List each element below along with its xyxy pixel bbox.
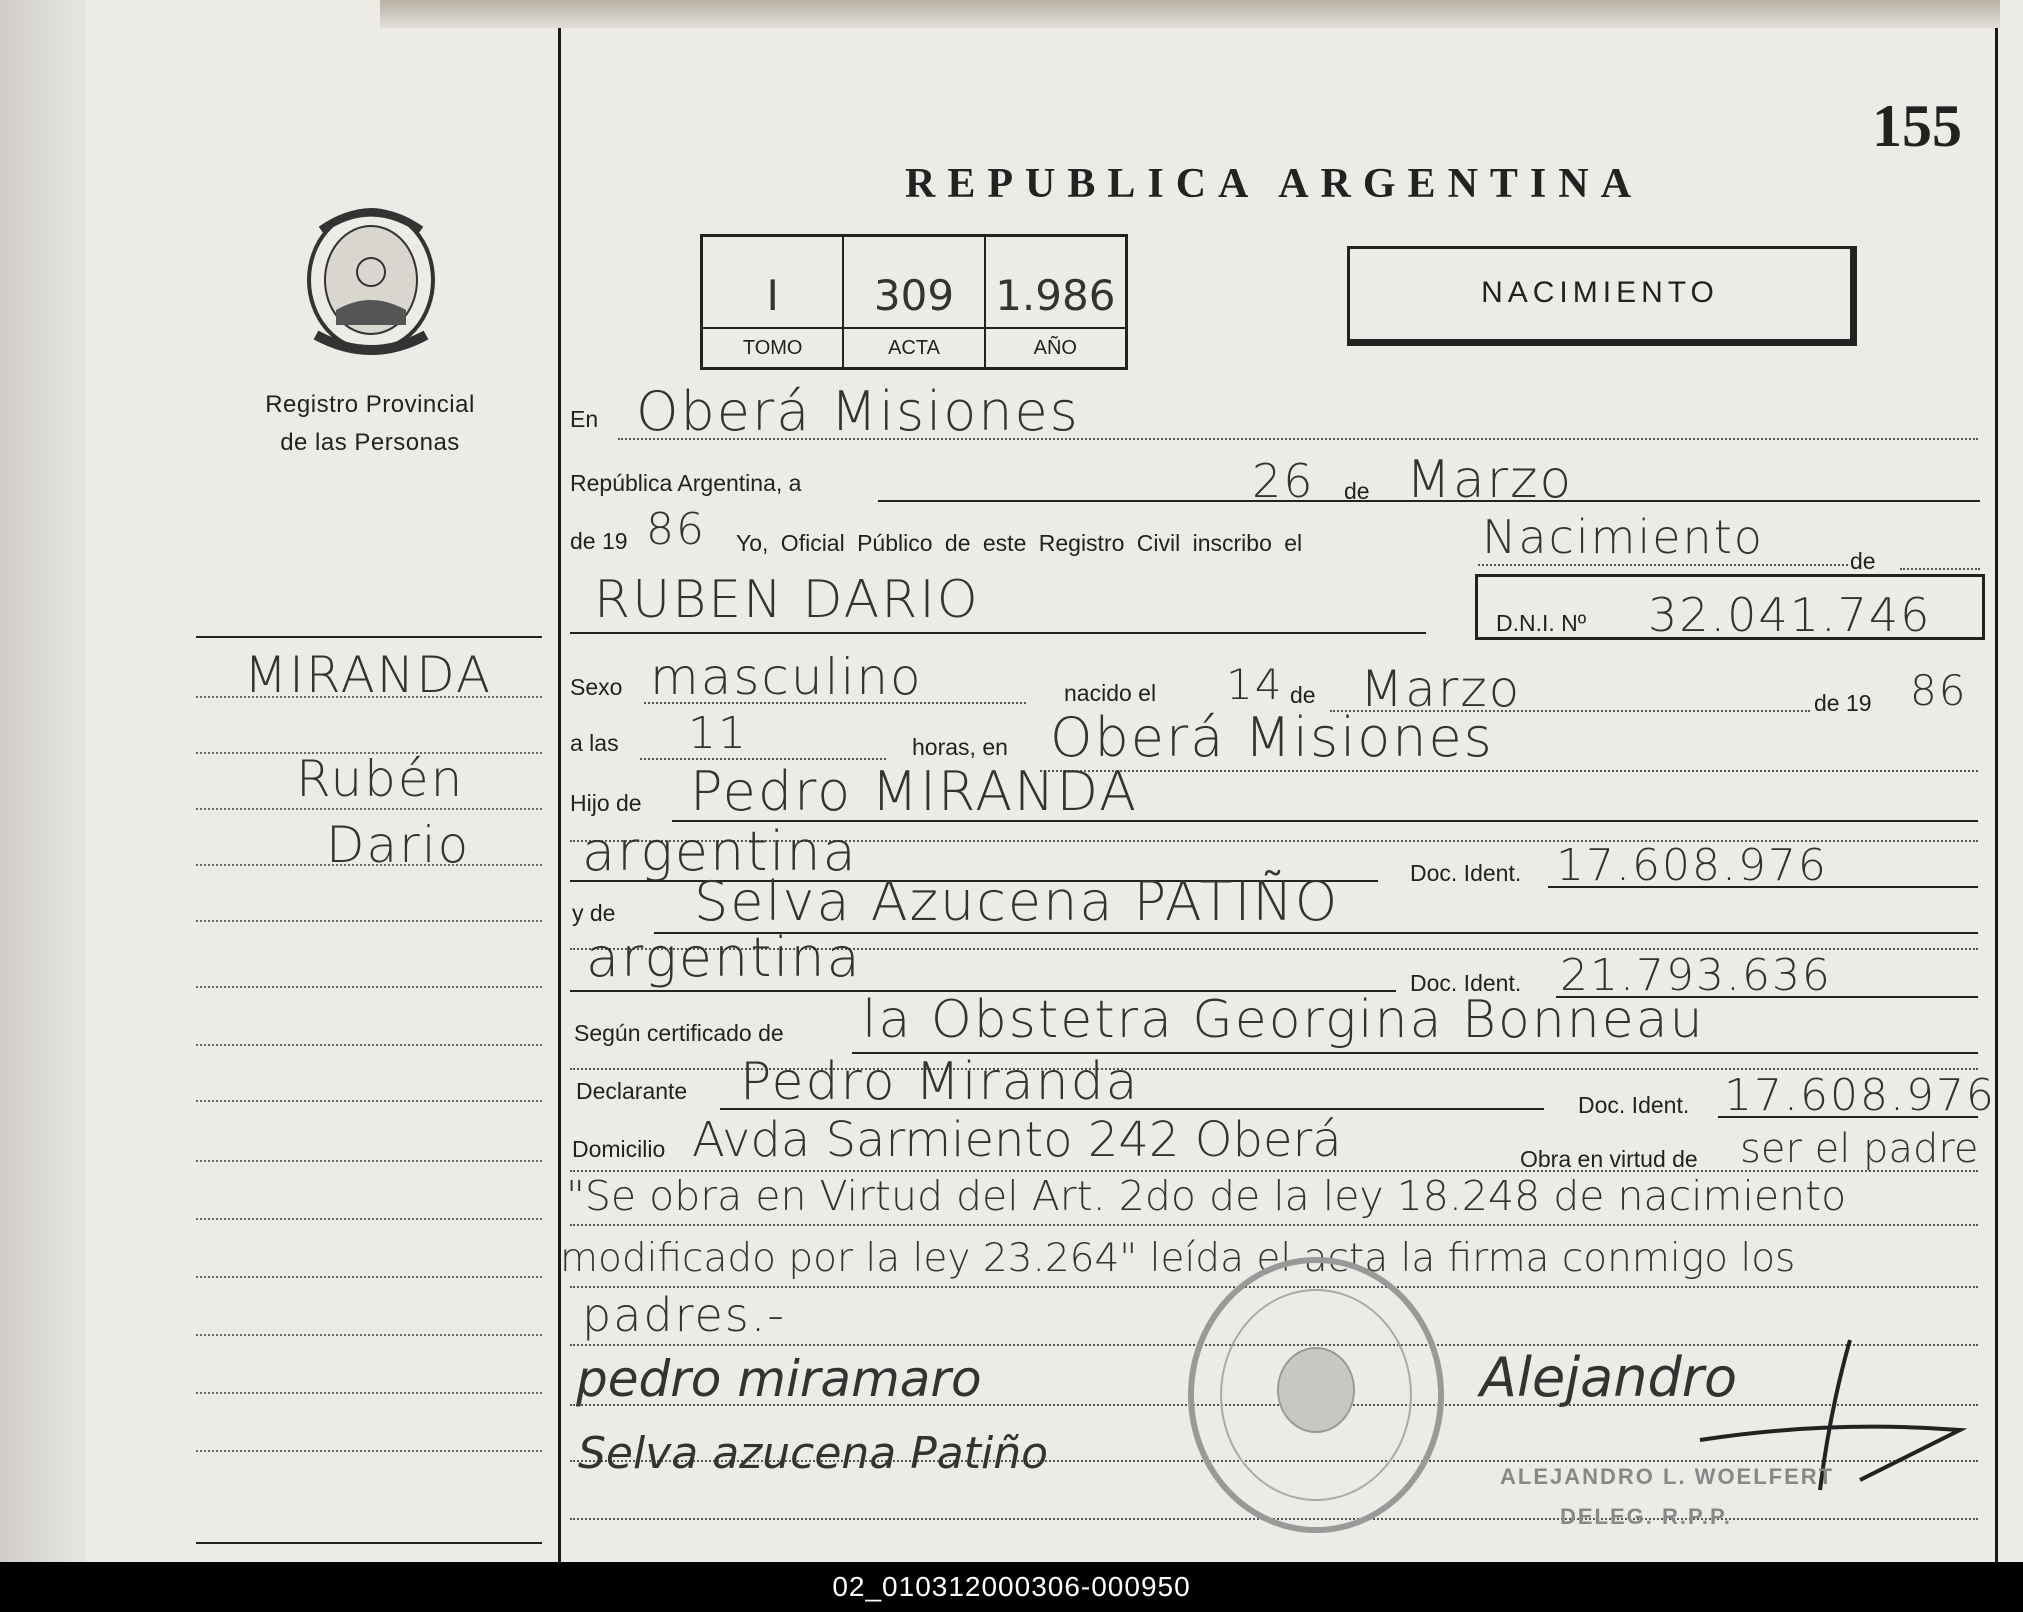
acta-label: ACTA: [844, 327, 983, 367]
month-value: Marzo: [1406, 450, 1574, 510]
margin-rule: [196, 1276, 542, 1278]
page-top-edge: [380, 0, 2000, 28]
hijo-label: Hijo de: [570, 790, 642, 816]
margin-rule: [196, 808, 542, 810]
birth-day: 14: [1226, 660, 1284, 709]
domicilio-value: Avda Sarmiento 242 Oberá: [692, 1112, 1342, 1168]
registry-name: [215, 386, 525, 462]
note-rule-1: [570, 1224, 1978, 1226]
declarante-name: Pedro Miranda: [740, 1052, 1140, 1112]
certifier: la Obstetra Georgina Bonneau: [862, 990, 1705, 1050]
acto-line: [1478, 564, 1848, 566]
y-de-label: y de: [572, 900, 616, 926]
ano-label: AÑO: [986, 327, 1125, 367]
country-title: REPUBLICA ARGENTINA: [905, 161, 1643, 207]
registry-stamp-icon: [1176, 1250, 1456, 1540]
father-nationality: argentina: [582, 820, 858, 883]
de-label-2: de: [1850, 548, 1876, 574]
dni-value: 32.041.746: [1648, 588, 1932, 642]
margin-rule: [196, 1100, 542, 1102]
officer-signature: Alejandro: [1480, 1346, 1738, 1409]
sexo-line: [644, 702, 1026, 704]
tomo-value: I: [766, 271, 779, 320]
note-line-3: padres.-: [582, 1288, 786, 1342]
father-name: Pedro MIRANDA: [690, 760, 1139, 823]
year-prefix: de 19: [570, 528, 628, 554]
sexo-label: Sexo: [570, 674, 623, 700]
margin-rule: [196, 1218, 542, 1220]
de-line: [1900, 568, 1980, 570]
year-suffix: 86: [646, 504, 706, 555]
obra-value: ser el padre: [1740, 1126, 1979, 1172]
birth-year-suffix: 86: [1910, 666, 1968, 715]
horas-label: horas, en: [912, 734, 1008, 760]
column-divider: [558, 28, 561, 1562]
binding-shadow: [0, 0, 85, 1562]
registry-name-line1: Registro Provincial: [265, 391, 475, 418]
acto-value: Nacimiento: [1482, 510, 1764, 564]
de-label-3: de: [1290, 682, 1316, 708]
officer-title-stamp: DELEG. R.P.P.: [1560, 1504, 1732, 1529]
hour-value: 11: [688, 708, 748, 759]
mother-name: Selva Azucena PATIÑO: [694, 870, 1340, 933]
record-table: [700, 234, 1128, 370]
margin-rule: [196, 1044, 542, 1046]
margin-rule: [196, 1450, 542, 1452]
margin-rule: [196, 920, 542, 922]
mother-doc-label: Doc. Ident.: [1410, 970, 1522, 996]
obra-label: Obra en virtud de: [1520, 1146, 1698, 1172]
declarante-doc: 17.608.976: [1724, 1070, 1996, 1121]
provincial-seal-icon: [296, 200, 446, 360]
margin-rule: [196, 1160, 542, 1162]
birth-place: Oberá Misiones: [1050, 706, 1494, 769]
act-type-box: NACIMIENTO: [1347, 246, 1857, 346]
declarante-label: Declarante: [576, 1078, 688, 1104]
en-label: En: [570, 406, 599, 432]
en-value: Oberá Misiones: [636, 380, 1080, 443]
declarante-line: [720, 1108, 1544, 1110]
segun-label: Según certificado de: [574, 1020, 784, 1046]
acta-cell: [844, 237, 985, 367]
acta-value: 309: [873, 271, 955, 320]
declarante-doc-line: [1718, 1116, 1978, 1118]
nacido-label: nacido el: [1064, 680, 1157, 706]
margin-rule: [196, 1542, 542, 1544]
note-line-1: "Se obra en Virtud del Art. 2do de la ley 18.248 de nacimiento: [566, 1172, 1847, 1220]
father-doc-line: [1548, 886, 1978, 888]
father-doc-label: Doc. Ident.: [1410, 860, 1522, 886]
mother-doc: 21.793.636: [1560, 950, 1832, 1001]
father-doc: 17.608.976: [1556, 840, 1828, 891]
domicilio-label: Domicilio: [572, 1136, 666, 1162]
page-number: 155: [1872, 93, 1962, 159]
de-label: de: [1344, 478, 1370, 504]
margin-rule: [196, 1392, 542, 1394]
republica-label: República Argentina, a: [570, 470, 802, 496]
margin-rule: [196, 636, 542, 638]
right-border: [1995, 28, 1998, 1562]
margin-surname: MIRANDA: [244, 646, 493, 704]
birth-place-line: [1040, 770, 1978, 772]
mother-signature: Selva azucena Patiño: [578, 1428, 1049, 1479]
birth-year-prefix: de 19: [1814, 690, 1872, 716]
ano-value: 1.986: [995, 271, 1116, 320]
child-name: RUBEN DARIO: [594, 570, 980, 630]
ano-cell: [986, 237, 1125, 367]
margin-rule: [196, 1334, 542, 1336]
note-line-2: modificado por la ley 23.264" leída el acta la firma conmigo los: [560, 1236, 1796, 1281]
officer-name-stamp: ALEJANDRO L. WOELFERT: [1500, 1464, 1835, 1489]
declarante-doc-label: Doc. Ident.: [1578, 1092, 1690, 1118]
yo-text: Yo, Oficial Público de este Registro Civil inscribo el: [736, 530, 1303, 556]
tomo-label: TOMO: [703, 327, 842, 367]
margin-given-name-2: Dario: [326, 816, 471, 874]
birth-month: Marzo: [1360, 660, 1522, 718]
day-value: 26: [1252, 454, 1315, 508]
tomo-cell: [703, 237, 844, 367]
image-id-footer: 02_010312000306-000950: [0, 1562, 2023, 1612]
mother-nationality: argentina: [586, 926, 862, 989]
registry-name-line2: de las Personas: [280, 429, 460, 456]
a-las-label: a las: [570, 730, 619, 756]
dni-label: D.N.I. Nº: [1496, 610, 1587, 636]
child-name-line: [570, 632, 1426, 634]
sexo-value: masculino: [650, 648, 923, 706]
father-signature: pedro miramaro: [576, 1350, 982, 1408]
father-line: [672, 820, 1978, 822]
margin-given-name-1: Rubén: [296, 750, 465, 808]
margin-rule: [196, 986, 542, 988]
